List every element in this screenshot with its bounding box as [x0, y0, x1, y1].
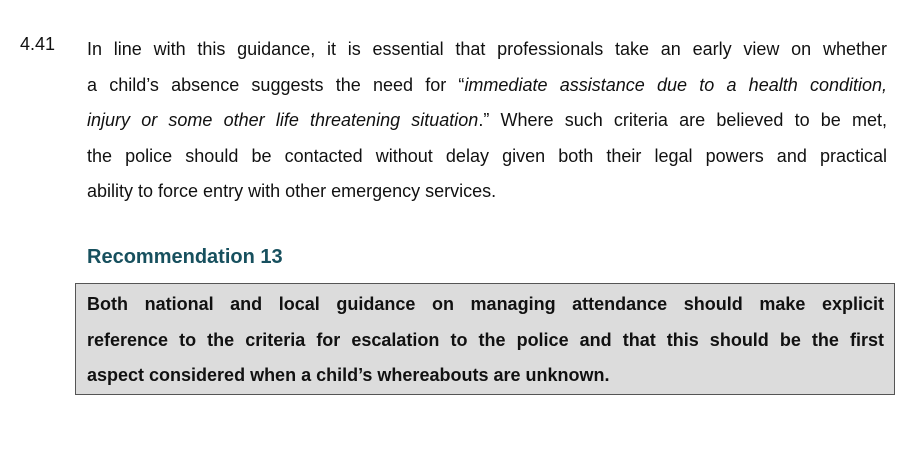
paragraph-number: 4.41	[20, 34, 56, 54]
recommendation-line: reference to the criteria for escalation to the police and that this should be the first	[87, 329, 884, 350]
paragraph-body	[87, 32, 887, 210]
paragraph-line	[87, 174, 887, 210]
recommendation-line: aspect considered when a child’s whereabouts are unknown.	[87, 365, 610, 385]
paragraph-line-text: a child’s absence suggests the need for “	[87, 74, 465, 95]
quoted-criteria-text: injury or some other life threatening situation	[87, 110, 479, 130]
paragraph-line-text: .” Where such criteria are believed to be met,	[478, 110, 887, 130]
recommendation-title: Recommendation 13	[87, 246, 283, 268]
paragraph-line	[87, 139, 887, 175]
paragraph-line	[87, 32, 887, 68]
paragraph-line	[87, 68, 887, 104]
paragraph-line-text: ability to force entry with other emergency services.	[87, 181, 497, 201]
recommendation-line: Both national and local guidance on managing attendance should make explicit	[87, 294, 884, 314]
paragraph-line-text: In line with this guidance, it is essential that professionals take an early view on whether	[87, 39, 887, 59]
recommendation-box	[75, 283, 895, 395]
paragraph-line	[87, 103, 887, 139]
paragraph-line-text: the police should be contacted without delay given both their legal powers and practical	[87, 145, 887, 166]
recommendation-text	[87, 287, 884, 394]
quoted-criteria-text: immediate assistance due to a health condition,	[464, 74, 888, 95]
